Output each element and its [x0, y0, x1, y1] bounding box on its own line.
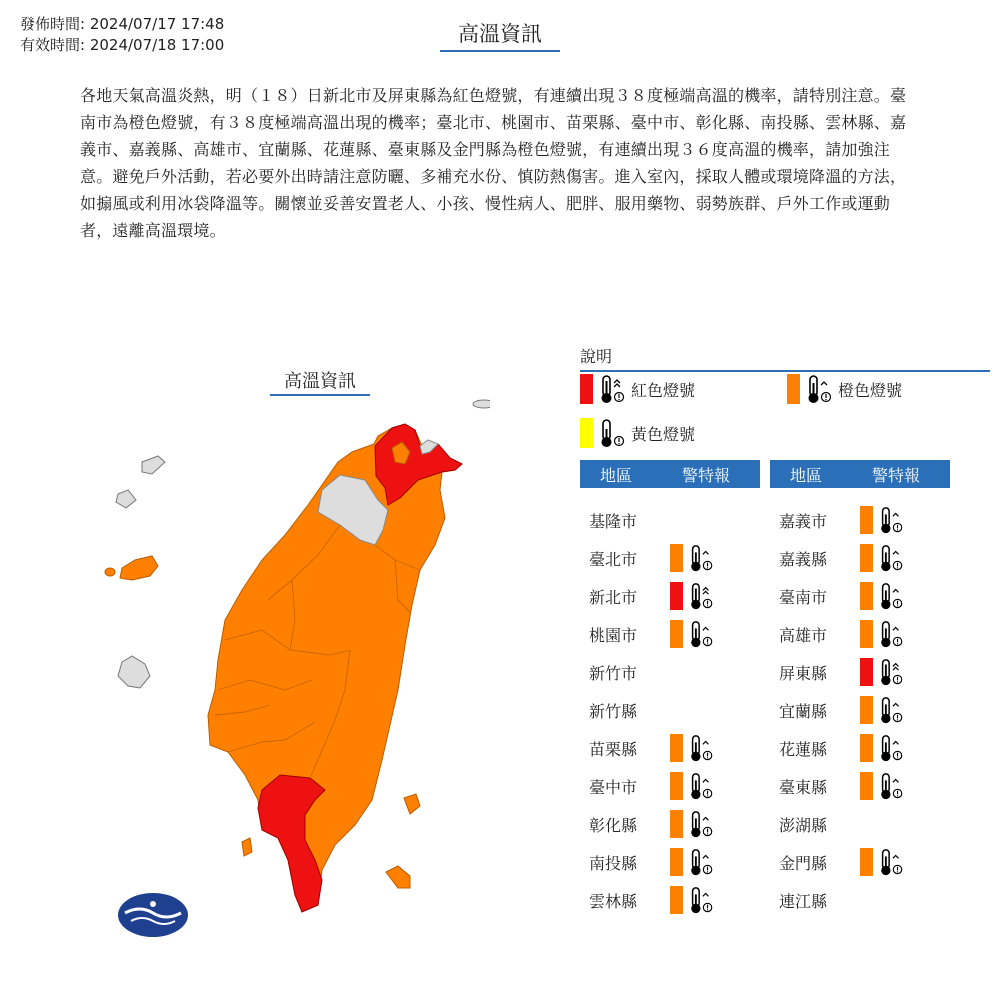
page-title: 高溫資訊 [440, 18, 560, 52]
orange-alert-swatch [670, 772, 683, 800]
orange-alert-swatch [670, 886, 683, 914]
region-name: 金門縣 [779, 853, 828, 873]
alert-indicator [860, 656, 905, 688]
region-name: 高雄市 [779, 625, 828, 645]
orange-alert-swatch [670, 810, 683, 838]
table-row [770, 844, 905, 880]
thermometer-warning-icon [877, 694, 905, 726]
orange-alert-swatch [670, 544, 683, 572]
table-row [770, 654, 905, 690]
table-row [770, 806, 860, 842]
region-name: 宜蘭縣 [779, 701, 828, 721]
region-name: 南投縣 [589, 853, 638, 873]
legend-orange-label: 橙色燈號 [838, 380, 903, 400]
thermometer-warning-icon [877, 504, 905, 536]
thermometer-warning-icon [877, 656, 905, 688]
pengjia-islet [473, 400, 490, 408]
region-name: 基隆市 [589, 511, 638, 531]
thermometer-warning-icon [597, 373, 627, 405]
region-column-header: 地區 [789, 465, 822, 485]
table-row [580, 768, 715, 804]
alert-indicator [670, 884, 715, 916]
thermometer-warning-icon [877, 542, 905, 574]
region-column-header: 地區 [599, 465, 632, 485]
table-header-left [580, 460, 760, 488]
alert-indicator [860, 694, 905, 726]
region-name: 花蓮縣 [779, 739, 828, 759]
red-alert-swatch [670, 582, 683, 610]
yellow-swatch [580, 418, 593, 448]
table-row [580, 806, 715, 842]
orange-alert-swatch [860, 582, 873, 610]
table-row [770, 692, 905, 728]
alert-indicator [670, 846, 715, 878]
legend-red-label: 紅色燈號 [631, 380, 696, 400]
table-row [580, 616, 715, 652]
thermometer-warning-icon [877, 732, 905, 764]
thermometer-warning-icon [687, 846, 715, 878]
table-row [770, 882, 860, 918]
red-alert-swatch [860, 658, 873, 686]
orange-alert-swatch [860, 772, 873, 800]
alert-indicator [860, 732, 905, 764]
region-name: 臺中市 [589, 777, 638, 797]
thermometer-warning-icon [687, 808, 715, 840]
description-text: 各地天氣高溫炎熱，明（１８）日新北市及屏東縣為紅色燈號，有連續出現３８度極端高溫的機率，請特別注意。臺南市為橙色燈號，有３８度極端高溫出現的機率；臺北市、桃園市、苗栗縣、臺中市、彰化縣、南投縣、雲林縣、嘉義市、嘉義縣、高雄市、宜蘭縣、花蓮縣、臺東縣及金門縣為橙色燈號，有連續出現３６度高溫的機率，請加強注意。避免戶外活動，若必要外出時請注意防曬、多補充水份、慎防熱傷害。進入室內，採取人體或環境降溫的方法，如搧風或利用冰袋降溫等。關懷並妥善安置老人、小孩、慢性病人、肥胖、服用藥物、弱勢族群、戶外工作或運動者，遠離高溫環境。 [80, 86, 907, 240]
red-swatch [580, 374, 593, 404]
table-header-right [770, 460, 950, 488]
orange-alert-swatch [670, 848, 683, 876]
table-row [770, 540, 905, 576]
legend-yellow-label: 黃色燈號 [631, 424, 696, 444]
alert-indicator [860, 504, 905, 536]
kinmen-island [120, 556, 158, 580]
legend-red [580, 373, 695, 405]
alert-indicator [670, 808, 715, 840]
region-name: 彰化縣 [589, 815, 638, 835]
table-row [580, 730, 715, 766]
region-name: 新竹縣 [589, 701, 638, 721]
cwa-logo [118, 893, 188, 937]
penghu-islands [118, 656, 150, 688]
thermometer-warning-icon [687, 580, 715, 612]
timestamps [20, 14, 224, 56]
thermometer-warning-icon [877, 846, 905, 878]
thermometer-warning-icon [877, 770, 905, 802]
orange-alert-swatch [860, 696, 873, 724]
table-row [580, 654, 670, 690]
issued-time: 發佈時間: 2024/07/17 17:48 [20, 15, 225, 33]
alert-indicator [670, 542, 715, 574]
taiwan-map [90, 385, 490, 945]
table-row [770, 502, 905, 538]
thermometer-warning-icon [597, 417, 627, 449]
table-row [770, 578, 905, 614]
orange-alert-swatch [860, 848, 873, 876]
table-row [580, 578, 715, 614]
thermometer-warning-icon [877, 580, 905, 612]
alert-indicator [670, 732, 715, 764]
region-name: 桃園市 [589, 625, 638, 645]
orange-swatch [787, 374, 800, 404]
alert-indicator [670, 580, 715, 612]
table-row [770, 730, 905, 766]
alert-indicator [670, 618, 715, 650]
region-name: 臺東縣 [779, 777, 828, 797]
legend-yellow [580, 417, 695, 449]
green-island [404, 794, 420, 814]
table-row [580, 692, 670, 728]
region-name: 新北市 [589, 587, 638, 607]
region-name: 屏東縣 [779, 663, 828, 683]
thermometer-warning-icon [687, 542, 715, 574]
orchid-island [386, 866, 410, 888]
table-row [580, 882, 715, 918]
table-row [580, 540, 715, 576]
thermometer-warning-icon [687, 618, 715, 650]
xiaoliuqiu-island [242, 838, 252, 856]
thermometer-warning-icon [804, 373, 834, 405]
region-name: 嘉義縣 [779, 549, 828, 569]
orange-alert-swatch [860, 620, 873, 648]
thermometer-warning-icon [687, 732, 715, 764]
orange-alert-swatch [860, 506, 873, 534]
alert-indicator [860, 846, 905, 878]
thermometer-warning-icon [687, 770, 715, 802]
valid-time: 有效時間: 2024/07/18 17:00 [20, 36, 225, 54]
alert-column-header: 警特報 [871, 465, 920, 485]
table-row [580, 502, 670, 538]
region-name: 苗栗縣 [589, 739, 638, 759]
region-name: 雲林縣 [589, 891, 638, 911]
map-title: 高溫資訊 [270, 367, 370, 396]
thermometer-warning-icon [687, 884, 715, 916]
orange-alert-swatch [670, 620, 683, 648]
alert-indicator [860, 618, 905, 650]
table-row [580, 844, 715, 880]
matsu-islands [116, 456, 165, 508]
kinmen-small-island [105, 568, 115, 576]
thermometer-warning-icon [877, 618, 905, 650]
orange-alert-swatch [670, 734, 683, 762]
region-name: 澎湖縣 [779, 815, 828, 835]
orange-alert-swatch [860, 734, 873, 762]
table-row [770, 768, 905, 804]
alert-indicator [860, 580, 905, 612]
region-name: 嘉義市 [779, 511, 828, 531]
orange-alert-swatch [860, 544, 873, 572]
region-name: 新竹市 [589, 663, 638, 683]
region-name: 臺北市 [589, 549, 638, 569]
legend-title: 說明 [580, 344, 990, 372]
table-row [770, 616, 905, 652]
legend-orange [787, 373, 902, 405]
alert-indicator [860, 770, 905, 802]
alert-indicator [670, 770, 715, 802]
alert-indicator [860, 542, 905, 574]
alert-column-header: 警特報 [681, 465, 730, 485]
region-name: 臺南市 [779, 587, 828, 607]
region-name: 連江縣 [779, 891, 828, 911]
